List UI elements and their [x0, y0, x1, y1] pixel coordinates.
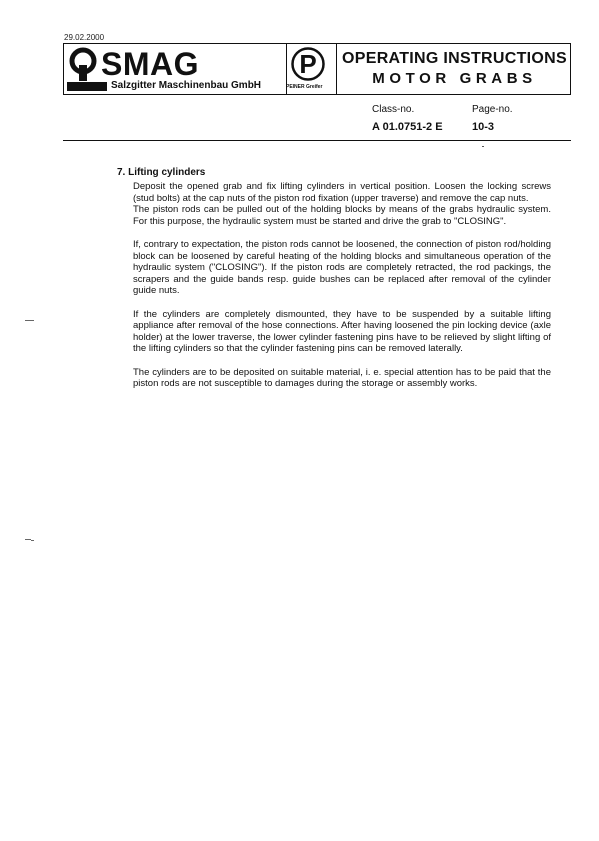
- peiner-logo-letter: P: [299, 49, 317, 79]
- brand-name: SMAG: [101, 46, 199, 82]
- page-number: [472, 104, 513, 134]
- page-number-label: Page-no.: [472, 104, 513, 115]
- title-line-2: MOTOR GRABS: [372, 70, 537, 87]
- margin-mark: [25, 320, 34, 321]
- page-number-value: 10-3: [472, 121, 495, 133]
- document-header: [63, 43, 571, 95]
- paragraph: If, contrary to expectation, the piston rods cannot be loosened, the connection of piston rod/holding block can be loosened by careful heating of the holding blocks and simultaneous operation of the hydraulic system ("CLOSING"). If the piston rods are completely retracted, the rod packings, the scrapers and the guide bands resp. guide bushes can be replaced after removal of the cylinder guide nuts.: [133, 238, 551, 297]
- paragraph: The piston rods can be pulled out of the holding blocks by means of the grabs hydraulic system. For this purpose, the hydraulic system must be started and drive the grab to "CLOSING".: [133, 204, 551, 227]
- class-number-label: Class-no.: [372, 104, 415, 115]
- smag-logo-icon: [69, 47, 97, 81]
- peiner-logo-icon: [290, 47, 326, 81]
- smag-logo-block: [64, 44, 287, 94]
- paragraph: If the cylinders are completely dismounted, they have to be suspended by a suitable lifting appliance after removal of the hose connections. After having loosened the pin locking device (axle holder) at the lower traverse, the lower cylinder fastening pins have to be relieved by slight lifting of the lifting cylinders so that the cylinder fastening pins can be removed laterally.: [133, 308, 551, 355]
- scan-speck: [482, 146, 484, 147]
- section-body: [133, 181, 551, 401]
- header-divider: [63, 140, 571, 141]
- peiner-logo-text: PEINER Greifer: [286, 84, 323, 90]
- company-name: Salzgitter Maschinenbau GmbH: [111, 80, 262, 91]
- document-title: [336, 44, 572, 94]
- paragraph: Deposit the opened grab and fix lifting cylinders in vertical position. Loosen the locking screws (stud bolts) at the cap nuts of the piston rod fixation (upper traverse) and remove the cap nuts.: [133, 181, 551, 204]
- paragraph: The cylinders are to be deposited on suitable material, i. e. special attention has to be paid that the piston rods are not susceptible to damages during the storage or assembly works.: [133, 366, 551, 390]
- section-title: 7. Lifting cylinders: [117, 167, 206, 178]
- logo-bar: [67, 82, 107, 91]
- margin-mark: [31, 540, 34, 541]
- class-number-value: A 01.0751-2 E: [372, 121, 443, 133]
- title-line-1: OPERATING INSTRUCTIONS: [342, 50, 567, 67]
- document-date: 29.02.2000: [64, 33, 105, 42]
- class-number: [372, 104, 443, 134]
